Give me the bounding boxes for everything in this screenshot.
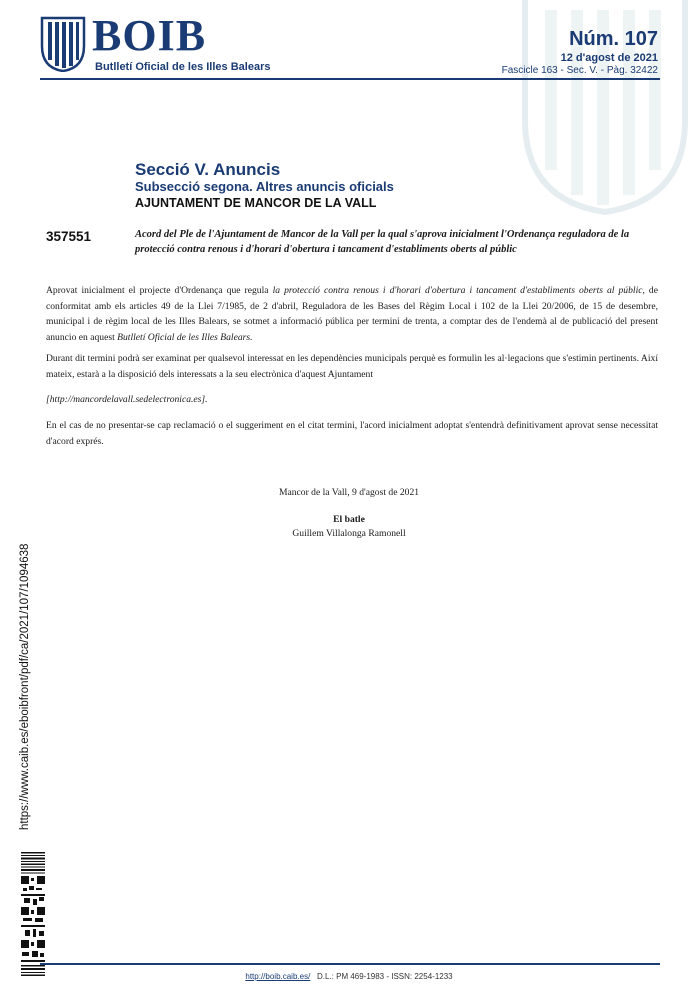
announcement-summary: Acord del Ple de l'Ajuntament de Mancor de la Vall per la qual s'aprova inicialment l'Ordenança reguladora de la protecció contra renous i d'horari d'obertura i tancament d'establiments oberts al públic — [135, 229, 630, 255]
boib-shield-logo-icon — [40, 16, 86, 72]
organization-name: AJUNTAMENT DE MANCOR DE LA VALL — [135, 196, 377, 210]
announcement-code: 357551 — [46, 229, 92, 244]
paragraph-text: , de conformitat amb els articles 49 de la Llei 7/1985, de 2 d'abril, Reguladora de les Bases del Règim Local i 102 de la Llei 20/2006, de 15 de desembre, municipal i de règim local de les Illes Balears, se sotmet a informació pública per termini de trenta, a comptar des de l'endemà al de publicació del present anuncio en aquest — [46, 285, 658, 343]
fascicle-info: Fascicle 163 - Sec. V. - Pàg. 32422 — [501, 65, 658, 76]
issue-date: 12 d'agost de 2021 — [560, 52, 658, 64]
section-title: Secció V. Anuncis — [135, 160, 281, 179]
footer-legal: D.L.: PM 469-1983 - ISSN: 2254-1233 — [316, 972, 453, 981]
body-paragraph-1 — [46, 283, 658, 345]
signer-role: El batle — [333, 514, 365, 525]
issue-number: Núm. 107 — [569, 28, 658, 50]
document-url[interactable]: https://www.caib.es/eboibfront/pdf/ca/2021/107/1094638 — [19, 543, 31, 830]
ordinance-title: la protecció contra renous i d'horari d'obertura i tancament d'establiments oberts al públic — [272, 285, 643, 296]
footer-url-link[interactable]: http://boib.caib.es/ — [245, 972, 311, 981]
signer-name: Guillem Villalonga Ramonell — [292, 528, 406, 539]
electronic-office-link[interactable]: [http://mancordelavall.sedelectronica.es]. — [46, 394, 208, 405]
paragraph-text: Aprovat inicialment el projecte d'Ordenança que regula — [46, 285, 273, 296]
qr-barcode-icon — [21, 852, 45, 976]
footer — [0, 972, 698, 981]
footer-divider — [40, 963, 660, 965]
header-divider — [40, 78, 660, 80]
subsection-title: Subsecció segona. Altres anuncis oficials — [135, 179, 394, 194]
body-paragraph-2: Durant dit termini podrà ser examinat per qualsevol interessat en les dependències municipals perquè es formulin les al·legacions que s'estimin pertinents. Així mateix, estarà a la disposició dels interessats a la seu electrònica d'aquest Ajuntament — [46, 353, 658, 380]
boib-logo-text: BOIB — [92, 11, 207, 60]
bulletin-name: Butlletí Oficial de les Illes Balears. — [117, 331, 253, 343]
bulletin-subtitle: Butlletí Oficial de les Illes Balears — [95, 61, 271, 73]
body-paragraph-4: En el cas de no presentar-se cap reclamació o el suggeriment en el citat termini, l'acord inicialment adoptat s'entendrà definitivament aprovat sense necessitat d'acord exprés. — [46, 420, 658, 447]
place-date: Mancor de la Vall, 9 d'agost de 2021 — [278, 487, 420, 498]
